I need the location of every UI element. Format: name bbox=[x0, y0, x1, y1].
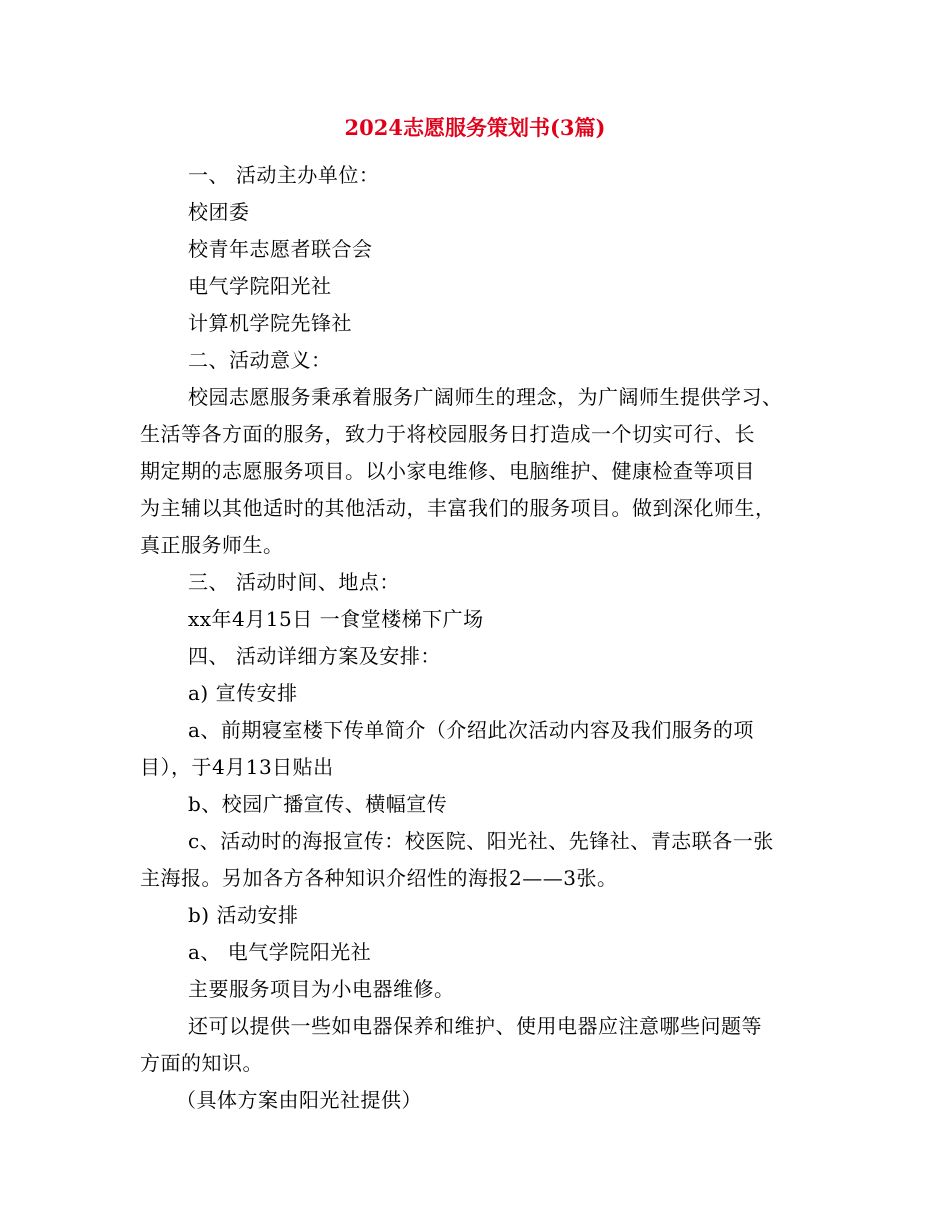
text-line: 方面的知识。 bbox=[140, 1051, 263, 1075]
text-line: a) 宣传安排 bbox=[188, 681, 298, 705]
text-line: c、活动时的海报宣传：校医院、阳光社、先锋社、青志联各一张 bbox=[188, 829, 774, 853]
text-line: 主要服务项目为小电器维修。 bbox=[188, 977, 455, 1001]
text-line: 校青年志愿者联合会 bbox=[188, 237, 373, 261]
text-line: a、前期寝室楼下传单简介（介绍此次活动内容及我们服务的项 bbox=[188, 718, 754, 742]
text-line: 校团委 bbox=[188, 200, 250, 224]
text-line: a、 电气学院阳光社 bbox=[188, 940, 372, 964]
text-line: （具体方案由阳光社提供） bbox=[176, 1088, 422, 1112]
text-line: 电气学院阳光社 bbox=[188, 274, 332, 298]
text-line: 一、 活动主办单位： bbox=[188, 163, 380, 187]
text-line: b、校园广播宣传、横幅宣传 bbox=[188, 792, 448, 816]
text-line: 生活等各方面的服务，致力于将校园服务日打造成一个切实可行、长 bbox=[140, 422, 755, 446]
text-line: 四、 活动详细方案及安排： bbox=[188, 644, 441, 668]
text-line: 期定期的志愿服务项目。以小家电维修、电脑维护、健康检查等项目 bbox=[140, 459, 755, 483]
text-line: 目），于4月13日贴出 bbox=[140, 755, 334, 779]
text-line: 三、 活动时间、地点： bbox=[188, 570, 400, 594]
text-line: 为主辅以其他适时的其他活动，丰富我们的服务项目。做到深化师生， bbox=[140, 496, 776, 520]
text-line: 主海报。另加各方各种知识介绍性的海报2——3张。 bbox=[140, 866, 618, 890]
document-title: 2024志愿服务策划书(3篇) bbox=[344, 115, 606, 140]
text-line: 计算机学院先锋社 bbox=[188, 311, 352, 335]
text-line: 校园志愿服务秉承着服务广阔师生的理念，为广阔师生提供学习、 bbox=[188, 385, 783, 409]
text-line: 真正服务师生。 bbox=[140, 533, 284, 557]
text-line: 还可以提供一些如电器保养和维护、使用电器应注意哪些问题等 bbox=[188, 1014, 762, 1038]
text-line: b) 活动安排 bbox=[188, 903, 299, 927]
text-line: 二、活动意义： bbox=[188, 348, 332, 372]
text-line: xx年4月15日 一食堂楼梯下广场 bbox=[188, 607, 484, 631]
